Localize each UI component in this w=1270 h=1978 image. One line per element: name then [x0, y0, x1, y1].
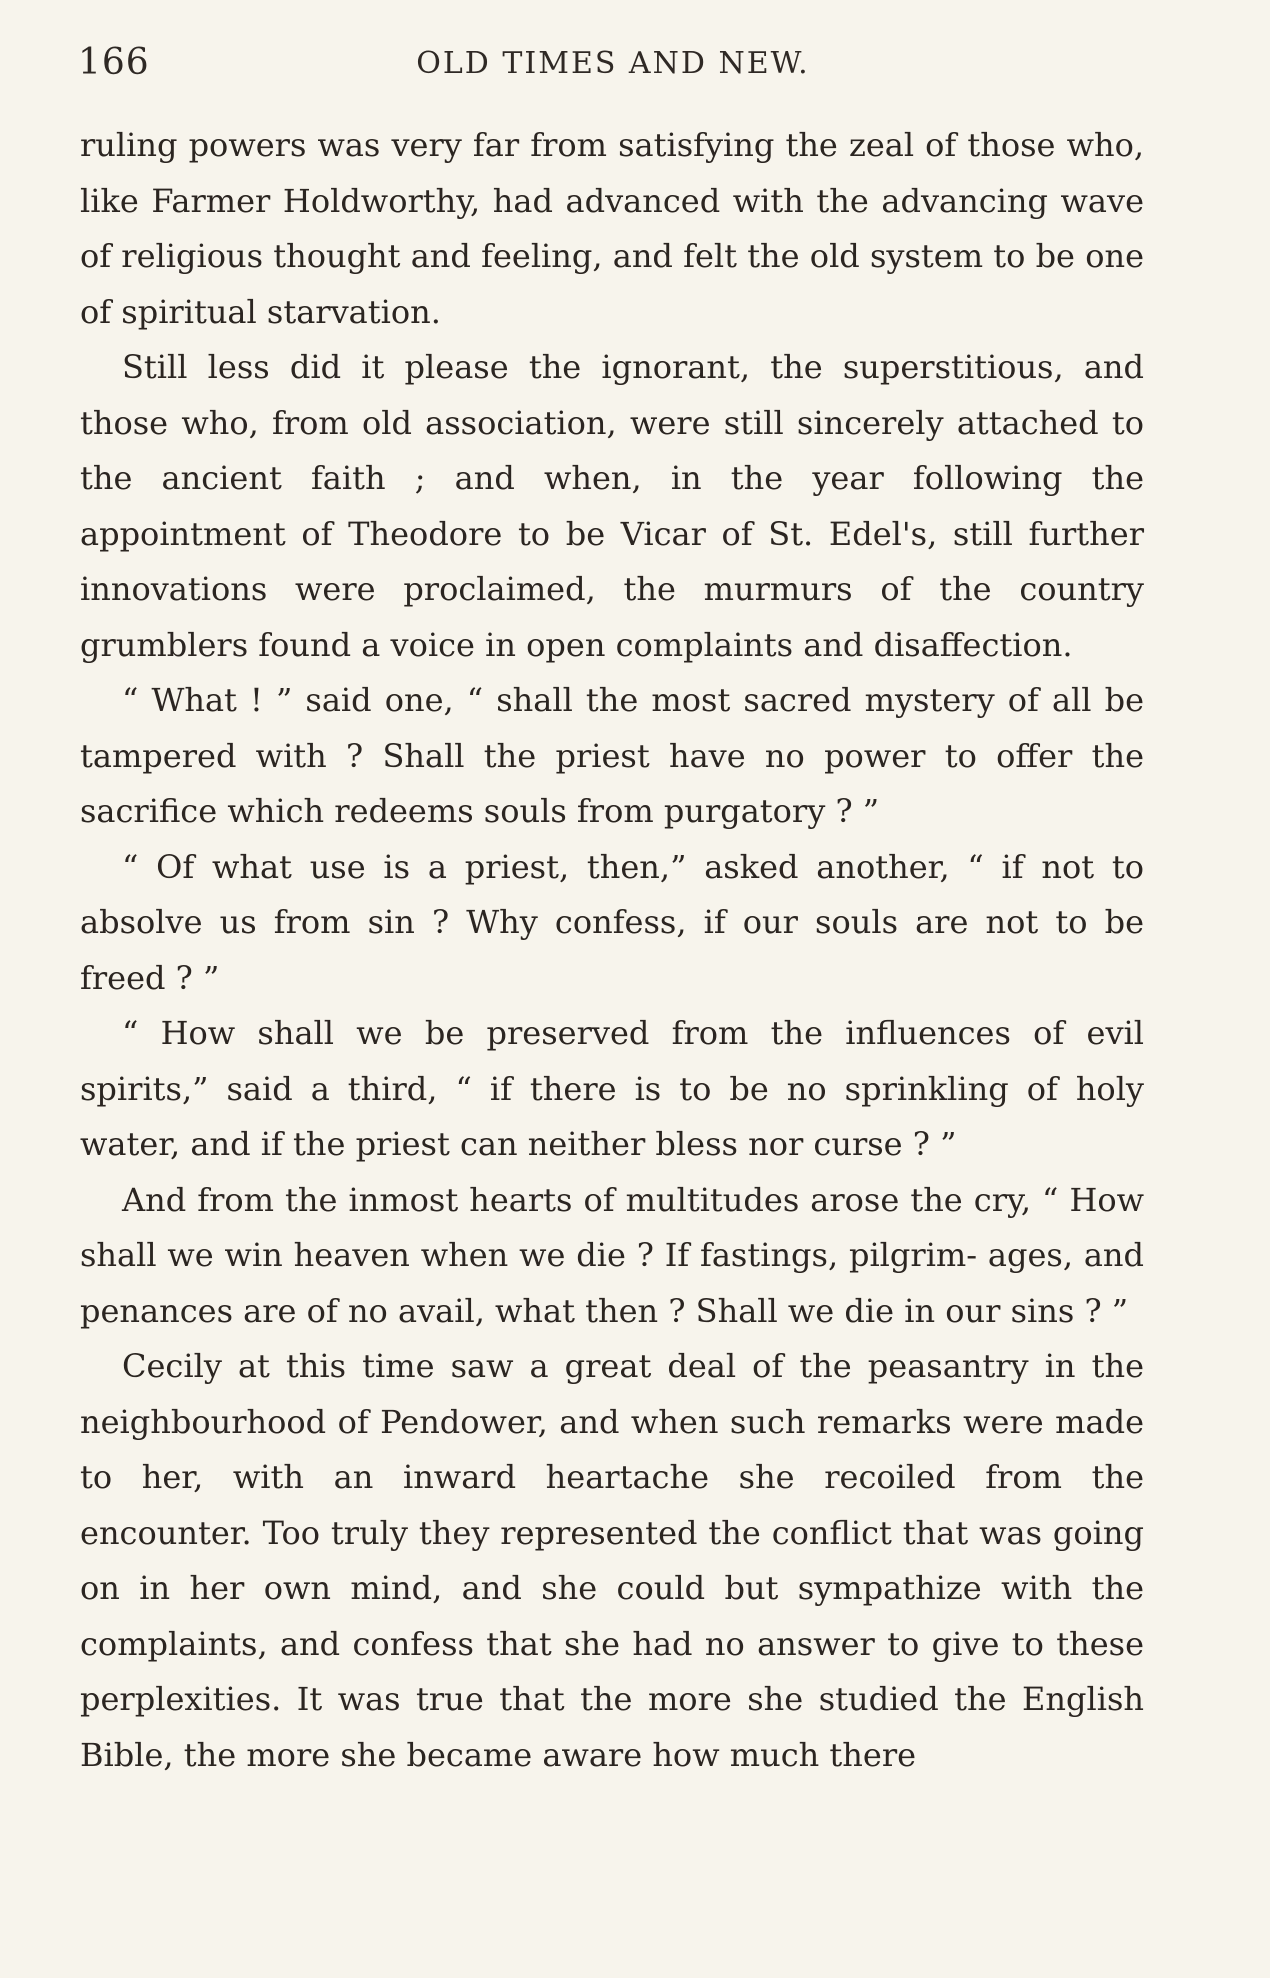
paragraph-continuation: ruling powers was very far from satisfying the zeal of those who, like Farmer Holdworthy, had advanced with the advancing wave of religious thought and feeling, and felt the old system to be one of spiritual starvation. [80, 126, 1144, 331]
running-head [78, 42, 1148, 92]
paragraph: Cecily at this time saw a great deal of the peasantry in the neighbourhood of Pendower, and when such remarks were made to her, with an inward heartache she recoiled from the encounter. Too truly they represented the conflict that was going on in her own mind, and she could but sympathize with the complaints, and confess that she had no answer to give to these perplexities. It was true that the more she studied the English Bible, the more she became aware how much there [80, 1347, 1144, 1774]
paragraph: Still less did it please the ignorant, the superstitious, and those who, from old association, were still sincerely attached to the ancient faith ; and when, in the year following the appointment of Theodore to be Vicar of St. Edel's, still further innovations were proclaimed, the murmurs of the country grumblers found a voice in open complaints and disaffection. [80, 348, 1144, 664]
page-number: 166 [78, 42, 150, 83]
paragraph: “ Of what use is a priest, then,” asked another, “ if not to absolve us from sin ? Why confess, if our souls are not to be freed ? ” [80, 847, 1144, 997]
paragraph: “ How shall we be preserved from the influences of evil spirits,” said a third, “ if there is to be no sprinkling of holy water, and if the priest can neither bless nor curse ? ” [80, 1014, 1144, 1163]
paragraph: And from the inmost hearts of multitudes arose the cry, “ How shall we win heaven when we die ? If fastings, pilgrim- ages, and penances are of no avail, what then ? Shall we die in our sins ? ” [80, 1180, 1144, 1330]
body-text [80, 118, 1144, 1783]
paragraph: “ What ! ” said one, “ shall the most sacred mystery of all be tampered with ? Shall the priest have no power to offer the sacrifice which redeems souls from purgatory ? ” [80, 681, 1144, 830]
running-title: OLD TIMES AND NEW. [416, 46, 810, 81]
